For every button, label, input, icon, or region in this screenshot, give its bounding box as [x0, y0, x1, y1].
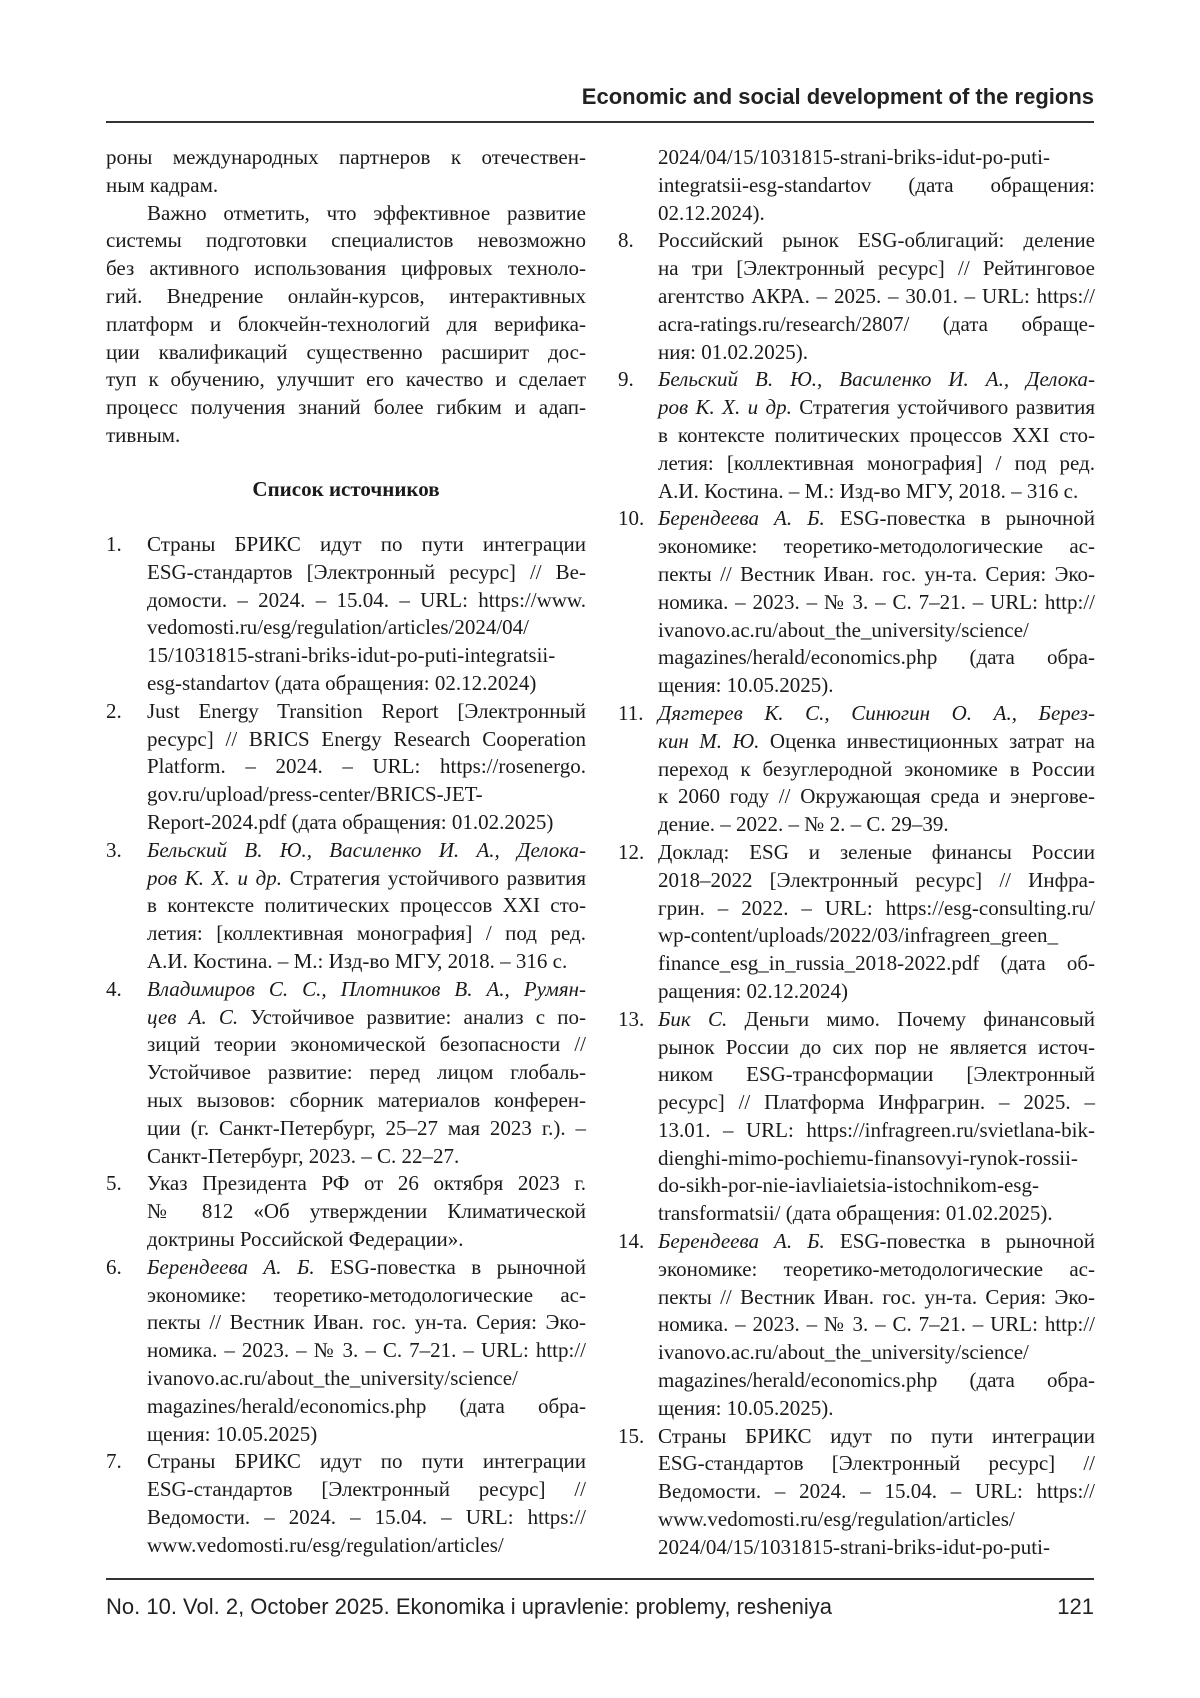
- line-text: платформ и блокчейн-технологий для верифика-: [106, 312, 586, 336]
- text-line: [106, 311, 586, 339]
- reference-item: [106, 837, 586, 976]
- text-line: [147, 809, 586, 837]
- text-line: [658, 728, 1095, 756]
- text-line: [658, 1034, 1095, 1062]
- line-text: Доклад: ESG и зеленые финансы России: [658, 840, 1095, 864]
- line-text: Устойчивое развитие: перед лицом глобаль-: [147, 1060, 586, 1084]
- author-names: Владимиров С. С., Плотников В. А., Румян-: [147, 977, 586, 1001]
- line-text: magazines/herald/economics.php (дата обра-: [147, 1394, 586, 1418]
- line-text: Platform. – 2024. – URL: https://rosenergo.: [147, 754, 586, 778]
- line-text: ivanovo.ac.ru/about_the_university/science/: [658, 618, 1029, 642]
- text-line: [658, 283, 1095, 311]
- line-text: в контексте политических процессов XXI сто-: [658, 423, 1095, 447]
- line-text: щения: 10.05.2025).: [658, 673, 833, 697]
- reference-item: [618, 366, 1095, 505]
- line-text: номика. – 2023. – № 3. – С. 7–21. – URL: http://: [658, 590, 1095, 614]
- line-text: ESG-повестка в рыночной: [315, 1255, 586, 1279]
- line-text: do-sikh-por-nie-iavliaietsia-istochnikom-esg-: [658, 1173, 1039, 1197]
- line-text: Деньги мимо. Почему финансовый: [727, 1007, 1095, 1031]
- line-text: Устойчивое развитие: анализ с по-: [238, 1005, 586, 1029]
- line-text: в контексте политических процессов XXI сто-: [147, 893, 586, 917]
- reference-number: 5.: [106, 1170, 122, 1198]
- text-line: [658, 1284, 1095, 1312]
- text-line: [658, 1423, 1095, 1451]
- text-line: [658, 1478, 1095, 1506]
- line-text: magazines/herald/economics.php (дата обра-: [658, 1368, 1095, 1392]
- reference-number: 11.: [618, 700, 643, 728]
- text-line: [147, 781, 586, 809]
- reference-number: 6.: [106, 1254, 122, 1282]
- line-text: экономике: теоретико-методологические ас-: [658, 534, 1095, 558]
- text-line: [658, 311, 1095, 339]
- reference-item: [106, 1448, 586, 1559]
- line-text: 2018–2022 [Электронный ресурс] // Инфра-: [658, 868, 1095, 892]
- reference-list-right: [618, 144, 1095, 1562]
- text-line: [147, 1198, 586, 1226]
- line-text: ращения: 02.12.2024): [658, 979, 848, 1003]
- header-rule: [106, 121, 1094, 123]
- text-line: [658, 505, 1095, 533]
- reference-item: [618, 1228, 1095, 1423]
- line-text: к 2060 году // Окружающая среда и энергове-: [658, 784, 1095, 808]
- text-line: [658, 1006, 1095, 1034]
- line-text: щения: 10.05.2025).: [658, 1396, 833, 1420]
- line-text: пекты // Вестник Иван. гос. ун-та. Серия: Эко-: [147, 1310, 586, 1334]
- line-text: грин. – 2022. – URL: https://esg-consulting.ru/: [658, 896, 1095, 920]
- reference-item: [106, 976, 586, 1171]
- text-line: [147, 1059, 586, 1087]
- reference-item: [618, 839, 1095, 1006]
- line-text: номика. – 2023. – № 3. – С. 7–21. – URL: http://: [147, 1338, 586, 1362]
- text-line: [106, 172, 586, 200]
- line-text: роны международных партнеров к отечествен-: [106, 145, 586, 169]
- author-names: ров К. Х. и др.: [658, 395, 792, 419]
- text-line: [147, 1031, 586, 1059]
- text-line: [658, 227, 1095, 255]
- reference-item: [618, 700, 1095, 839]
- line-text: 2024/04/15/1031815-strani-briks-idut-po-puti-: [658, 145, 1050, 169]
- author-names: Бельский В. Ю., Василенко И. А., Делока-: [658, 367, 1095, 391]
- line-text: рынок России до сих пор не является источ-: [658, 1035, 1095, 1059]
- text-line: [658, 617, 1095, 645]
- line-text: ivanovo.ac.ru/about_the_university/science/: [658, 1340, 1029, 1364]
- text-line: [658, 672, 1095, 700]
- text-line: [147, 1115, 586, 1143]
- text-line: [658, 978, 1095, 1006]
- line-text: домости. – 2024. – 15.04. – URL: https://www.: [147, 588, 586, 612]
- line-text: туп к обучению, улучшит его качество и сделает: [106, 367, 586, 391]
- text-line: [147, 698, 586, 726]
- author-names: Дягтерев К. С., Синюгин О. А., Берез-: [658, 701, 1095, 725]
- reference-number: 1.: [106, 531, 122, 559]
- text-line: [147, 837, 586, 865]
- text-line: [147, 1504, 586, 1532]
- text-line: [658, 1256, 1095, 1284]
- author-names: ров К. Х. и др.: [147, 866, 282, 890]
- text-line: [147, 1143, 586, 1171]
- reference-item: [618, 1006, 1095, 1228]
- author-names: Берендеева А. Б.: [147, 1255, 315, 1279]
- text-line: [658, 394, 1095, 422]
- text-line: [658, 589, 1095, 617]
- reference-number: 3.: [106, 837, 122, 865]
- references-heading: Список источников: [106, 475, 586, 503]
- text-line: [147, 1309, 586, 1337]
- text-line: [106, 227, 586, 255]
- author-names: кин М. Ю.: [658, 729, 759, 753]
- line-text: экономике: теоретико-методологические ас-: [658, 1257, 1095, 1281]
- text-line: [147, 1393, 586, 1421]
- line-text: на три [Электронный ресурс] // Рейтинговое: [658, 256, 1095, 280]
- line-text: Оценка инвестиционных затрат на: [759, 729, 1095, 753]
- line-text: 2024/04/15/1031815-strani-briks-idut-po-puti-: [658, 1535, 1050, 1559]
- line-text: Указ Президента РФ от 26 октября 2023 г.: [147, 1171, 586, 1195]
- text-line: [658, 450, 1095, 478]
- text-line: [147, 1226, 586, 1254]
- reference-number: 14.: [618, 1228, 644, 1256]
- text-line: [147, 948, 586, 976]
- text-line: [658, 144, 1095, 172]
- text-line: [658, 811, 1095, 839]
- text-line: [658, 1061, 1095, 1089]
- reference-list-left: [106, 531, 586, 1559]
- text-line: [147, 1254, 586, 1282]
- line-text: ником ESG-трансформации [Электронный: [658, 1062, 1095, 1086]
- text-line: [147, 559, 586, 587]
- text-line: [658, 1506, 1095, 1534]
- line-text: Ведомости. – 2024. – 15.04. – URL: https://: [658, 1479, 1095, 1503]
- text-line: [147, 920, 586, 948]
- text-line: [106, 366, 586, 394]
- line-text: Страны БРИКС идут по пути интеграции: [147, 532, 586, 556]
- body-text: [106, 144, 586, 450]
- text-line: [106, 394, 586, 422]
- line-text: ESG-повестка в рыночной: [825, 1229, 1095, 1253]
- line-text: dienghi-mimo-pochiemu-finansovyi-rynok-rossii-: [658, 1146, 1078, 1170]
- text-line: [147, 892, 586, 920]
- line-text: integratsii-esg-standartov (дата обращения:: [658, 173, 1095, 197]
- text-line: [147, 753, 586, 781]
- text-line: [658, 700, 1095, 728]
- line-text: ESG-стандартов [Электронный ресурс] //: [658, 1451, 1095, 1475]
- author-names: Берендеева А. Б.: [658, 1229, 825, 1253]
- reference-number: 13.: [618, 1006, 644, 1034]
- reference-number: 12.: [618, 839, 644, 867]
- line-text: системы подготовки специалистов невозможно: [106, 228, 586, 252]
- text-line: [147, 1087, 586, 1115]
- line-text: летия: [коллективная монография] / под ред.: [658, 451, 1095, 475]
- line-text: ESG-стандартов [Электронный ресурс] //: [147, 1477, 586, 1501]
- line-text: процесс получения знаний более гибким и адап-: [106, 395, 586, 419]
- text-line: [658, 1534, 1095, 1562]
- reference-item: [106, 1254, 586, 1449]
- text-line: [147, 865, 586, 893]
- text-line: [658, 1200, 1095, 1228]
- line-text: ESG-стандартов [Электронный ресурс] // Ве-: [147, 560, 586, 584]
- line-text: www.vedomosti.ru/esg/regulation/articles/: [147, 1533, 504, 1557]
- line-text: доктрины Российской Федерации».: [147, 1227, 464, 1251]
- text-line: [658, 172, 1095, 200]
- reference-item: [618, 1423, 1095, 1562]
- text-line: [106, 255, 586, 283]
- line-text: ESG-повестка в рыночной: [825, 506, 1095, 530]
- text-line: [658, 950, 1095, 978]
- text-line: [658, 1339, 1095, 1367]
- line-text: acra-ratings.ru/research/2807/ (дата обраще-: [658, 312, 1095, 336]
- line-text: ным кадрам.: [106, 173, 218, 197]
- text-line: [658, 255, 1095, 283]
- reference-number: 10.: [618, 505, 644, 533]
- line-text: без активного использования цифровых техноло-: [106, 256, 586, 280]
- line-text: А.И. Костина. – М.: Изд-во МГУ, 2018. – 316 с.: [147, 949, 567, 973]
- text-line: [658, 922, 1095, 950]
- line-text: vedomosti.ru/esg/regulation/articles/2024/04/: [147, 615, 529, 639]
- text-line: [658, 839, 1095, 867]
- text-line: [147, 976, 586, 1004]
- line-text: ции (г. Санкт-Петербург, 25–27 мая 2023 г.). –: [147, 1116, 586, 1140]
- text-line: [147, 1532, 586, 1560]
- line-text: esg-standartov (дата обращения: 02.12.2024): [147, 671, 536, 695]
- text-line: [658, 1172, 1095, 1200]
- text-line: [658, 1450, 1095, 1478]
- text-line: [147, 726, 586, 754]
- text-line: [147, 587, 586, 615]
- text-line: [658, 1395, 1095, 1423]
- reference-item: [106, 1170, 586, 1253]
- text-line: [147, 1448, 586, 1476]
- line-text: Санкт-Петербург, 2023. – С. 22–27.: [147, 1144, 459, 1168]
- text-line: [658, 478, 1095, 506]
- paragraph: [106, 144, 586, 200]
- line-text: дение. – 2022. – № 2. – С. 29–39.: [658, 812, 949, 836]
- reference-item: [106, 531, 586, 698]
- text-line: [147, 531, 586, 559]
- line-text: ных вызовов: сборник материалов конферен-: [147, 1088, 586, 1112]
- line-text: Страны БРИКС идут по пути интеграции: [658, 1424, 1095, 1448]
- text-line: [658, 200, 1095, 228]
- text-line: [147, 1476, 586, 1504]
- line-text: зиций теории экономической безопасности //: [147, 1032, 586, 1056]
- text-line: [106, 144, 586, 172]
- text-line: [658, 422, 1095, 450]
- reference-number: 8.: [618, 227, 634, 255]
- text-line: [106, 200, 586, 228]
- reference-item: [618, 144, 1095, 227]
- line-text: переход к безуглеродной экономике в России: [658, 757, 1095, 781]
- text-line: [658, 366, 1095, 394]
- text-line: [147, 614, 586, 642]
- text-line: [658, 561, 1095, 589]
- text-line: [658, 783, 1095, 811]
- line-text: gov.ru/upload/press-center/BRICS-JET-: [147, 782, 483, 806]
- line-text: Российский рынок ESG-облигаций: деление: [658, 228, 1095, 252]
- reference-number: 2.: [106, 698, 122, 726]
- line-text: щения: 10.05.2025): [147, 1422, 317, 1446]
- text-line: [147, 1365, 586, 1393]
- text-line: [147, 670, 586, 698]
- line-text: летия: [коллективная монография] / под ред.: [147, 921, 586, 945]
- line-text: Just Energy Transition Report [Электронный: [147, 699, 586, 723]
- line-text: экономике: теоретико-методологические ас-: [147, 1283, 586, 1307]
- page-number: 121: [1057, 1594, 1094, 1620]
- text-line: [106, 422, 586, 450]
- text-line: [147, 1004, 586, 1032]
- text-line: [147, 642, 586, 670]
- footer-journal: No. 10. Vol. 2, October 2025. Ekonomika i upravlenie: problemy, resheniya: [106, 1594, 832, 1620]
- line-text: ния: 01.02.2025).: [658, 340, 808, 364]
- text-line: [147, 1421, 586, 1449]
- text-line: [106, 339, 586, 367]
- text-line: [658, 533, 1095, 561]
- line-text: Страны БРИКС идут по пути интеграции: [147, 1449, 586, 1473]
- line-text: ресурс] // BRICS Energy Research Cooperation: [147, 727, 586, 751]
- line-text: пекты // Вестник Иван. гос. ун-та. Серия: Эко-: [658, 1285, 1095, 1309]
- author-names: цев А. С.: [147, 1005, 238, 1029]
- line-text: А.И. Костина. – М.: Изд-во МГУ, 2018. – 316 с.: [658, 479, 1078, 503]
- line-text: № 812 «Об утверждении Климатической: [147, 1199, 586, 1223]
- text-line: [147, 1337, 586, 1365]
- line-text: wp-content/uploads/2022/03/infragreen_green_: [658, 923, 1058, 947]
- author-names: Бельский В. Ю., Василенко И. А., Делока-: [147, 838, 586, 862]
- line-text: ции квалификаций существенно расширит дос-: [106, 340, 586, 364]
- line-text: 13.01. – URL: https://infragreen.ru/svietlana-bik-: [658, 1118, 1095, 1142]
- text-line: [658, 1117, 1095, 1145]
- line-text: Report-2024.pdf (дата обращения: 01.02.2025): [147, 810, 553, 834]
- line-text: Ведомости. – 2024. – 15.04. – URL: https://: [147, 1505, 586, 1529]
- line-text: Стратегия устойчивого развития: [282, 866, 586, 890]
- paragraph: [106, 200, 586, 450]
- line-text: ресурс] // Платформа Инфрагрин. – 2025. –: [658, 1090, 1095, 1114]
- running-header: Economic and social development of the regions: [582, 84, 1094, 110]
- line-text: 02.12.2024).: [658, 201, 765, 225]
- text-line: [658, 1145, 1095, 1173]
- reference-number: 4.: [106, 976, 122, 1004]
- text-line: [658, 644, 1095, 672]
- line-text: гий. Внедрение онлайн-курсов, интерактивных: [106, 284, 586, 308]
- text-line: [658, 1367, 1095, 1395]
- text-line: [658, 339, 1095, 367]
- reference-number: 9.: [618, 366, 634, 394]
- line-text: номика. – 2023. – № 3. – С. 7–21. – URL: http://: [658, 1312, 1095, 1336]
- text-line: [658, 1089, 1095, 1117]
- author-names: Берендеева А. Б.: [658, 506, 825, 530]
- reference-number: 15.: [618, 1423, 644, 1451]
- reference-item: [106, 698, 586, 837]
- line-text: 15/1031815-strani-briks-idut-po-puti-integratsii-: [147, 643, 555, 667]
- line-text: magazines/herald/economics.php (дата обра-: [658, 645, 1095, 669]
- reference-item: [618, 505, 1095, 700]
- line-text: Стратегия устойчивого развития: [792, 395, 1095, 419]
- reference-item: [618, 227, 1095, 366]
- line-text: агентство АКРА. – 2025. – 30.01. – URL: https://: [658, 284, 1095, 308]
- line-text: тивным.: [106, 423, 180, 447]
- text-line: [658, 1228, 1095, 1256]
- text-line: [658, 1311, 1095, 1339]
- text-line: [106, 283, 586, 311]
- line-text: www.vedomosti.ru/esg/regulation/articles/: [658, 1507, 1015, 1531]
- text-line: [658, 895, 1095, 923]
- line-text: Важно отметить, что эффективное развитие: [147, 201, 586, 225]
- text-line: [658, 756, 1095, 784]
- line-text: finance_esg_in_russia_2018-2022.pdf (дата об-: [658, 951, 1095, 975]
- footer-rule: [106, 1578, 1094, 1580]
- text-line: [147, 1282, 586, 1310]
- author-names: Бик С.: [658, 1007, 727, 1031]
- line-text: transformatsii/ (дата обращения: 01.02.2025).: [658, 1201, 1053, 1225]
- line-text: ivanovo.ac.ru/about_the_university/science/: [147, 1366, 518, 1390]
- text-line: [147, 1170, 586, 1198]
- reference-number: 7.: [106, 1448, 122, 1476]
- text-line: [658, 867, 1095, 895]
- line-text: пекты // Вестник Иван. гос. ун-та. Серия: Эко-: [658, 562, 1095, 586]
